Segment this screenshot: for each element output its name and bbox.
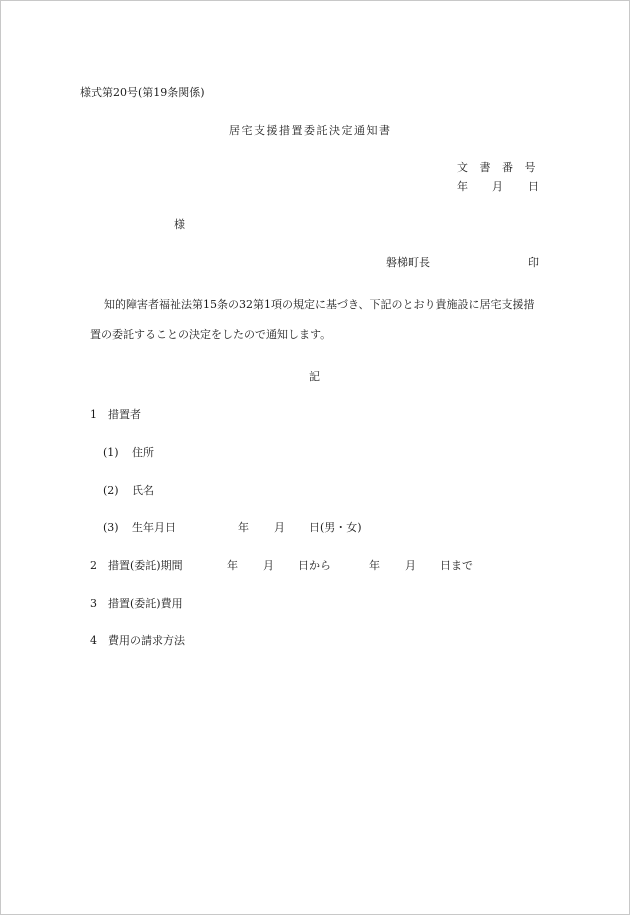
body-text-line-1: 知的障害者福祉法第15条の32第1項の規定に基づき、下記のとおり貴施設に居宅支援措 (104, 298, 535, 311)
ki-heading: 記 (309, 370, 320, 383)
seal-mark: 印 (528, 256, 539, 269)
item-3-number: 3 (90, 597, 97, 610)
birth-month: 月 (274, 521, 285, 534)
sub-item-3-label: 生年月日 (132, 521, 176, 534)
sub-item-1-number: (1) (103, 446, 119, 459)
period-to-day: 日まで (440, 559, 473, 572)
sub-item-1-label: 住所 (132, 446, 154, 459)
birth-year: 年 (238, 521, 249, 534)
period-from-day: 日から (298, 559, 331, 572)
sub-item-2-number: (2) (103, 484, 119, 497)
issue-date-day: 日 (528, 180, 539, 193)
period-to-month: 月 (405, 559, 416, 572)
item-2-label: 措置(委託)期間 (108, 559, 183, 572)
document-number-label: 文 書 番 号 (457, 161, 540, 174)
item-4-number: 4 (90, 634, 97, 647)
period-from-year: 年 (227, 559, 238, 572)
body-text-line-2: 置の委託することの決定をしたので通知します。 (90, 328, 332, 341)
period-to-year: 年 (369, 559, 380, 572)
period-from-month: 月 (263, 559, 274, 572)
issue-date-year: 年 (457, 180, 468, 193)
addressee-suffix: 様 (174, 218, 185, 231)
issue-date-month: 月 (492, 180, 503, 193)
sub-item-3-number: (3) (103, 521, 119, 534)
birth-day-gender: 日(男・女) (309, 521, 362, 534)
item-4-label: 費用の請求方法 (108, 634, 185, 647)
issuer-name: 磐梯町長 (386, 256, 430, 269)
item-1-number: 1 (90, 408, 97, 421)
document-title: 居宅支援措置委託決定通知書 (229, 124, 392, 137)
item-1-label: 措置者 (108, 408, 141, 421)
item-2-number: 2 (90, 559, 97, 572)
sub-item-2-label: 氏名 (132, 484, 154, 497)
form-number: 様式第20号(第19条関係) (80, 86, 205, 99)
item-3-label: 措置(委託)費用 (108, 597, 183, 610)
